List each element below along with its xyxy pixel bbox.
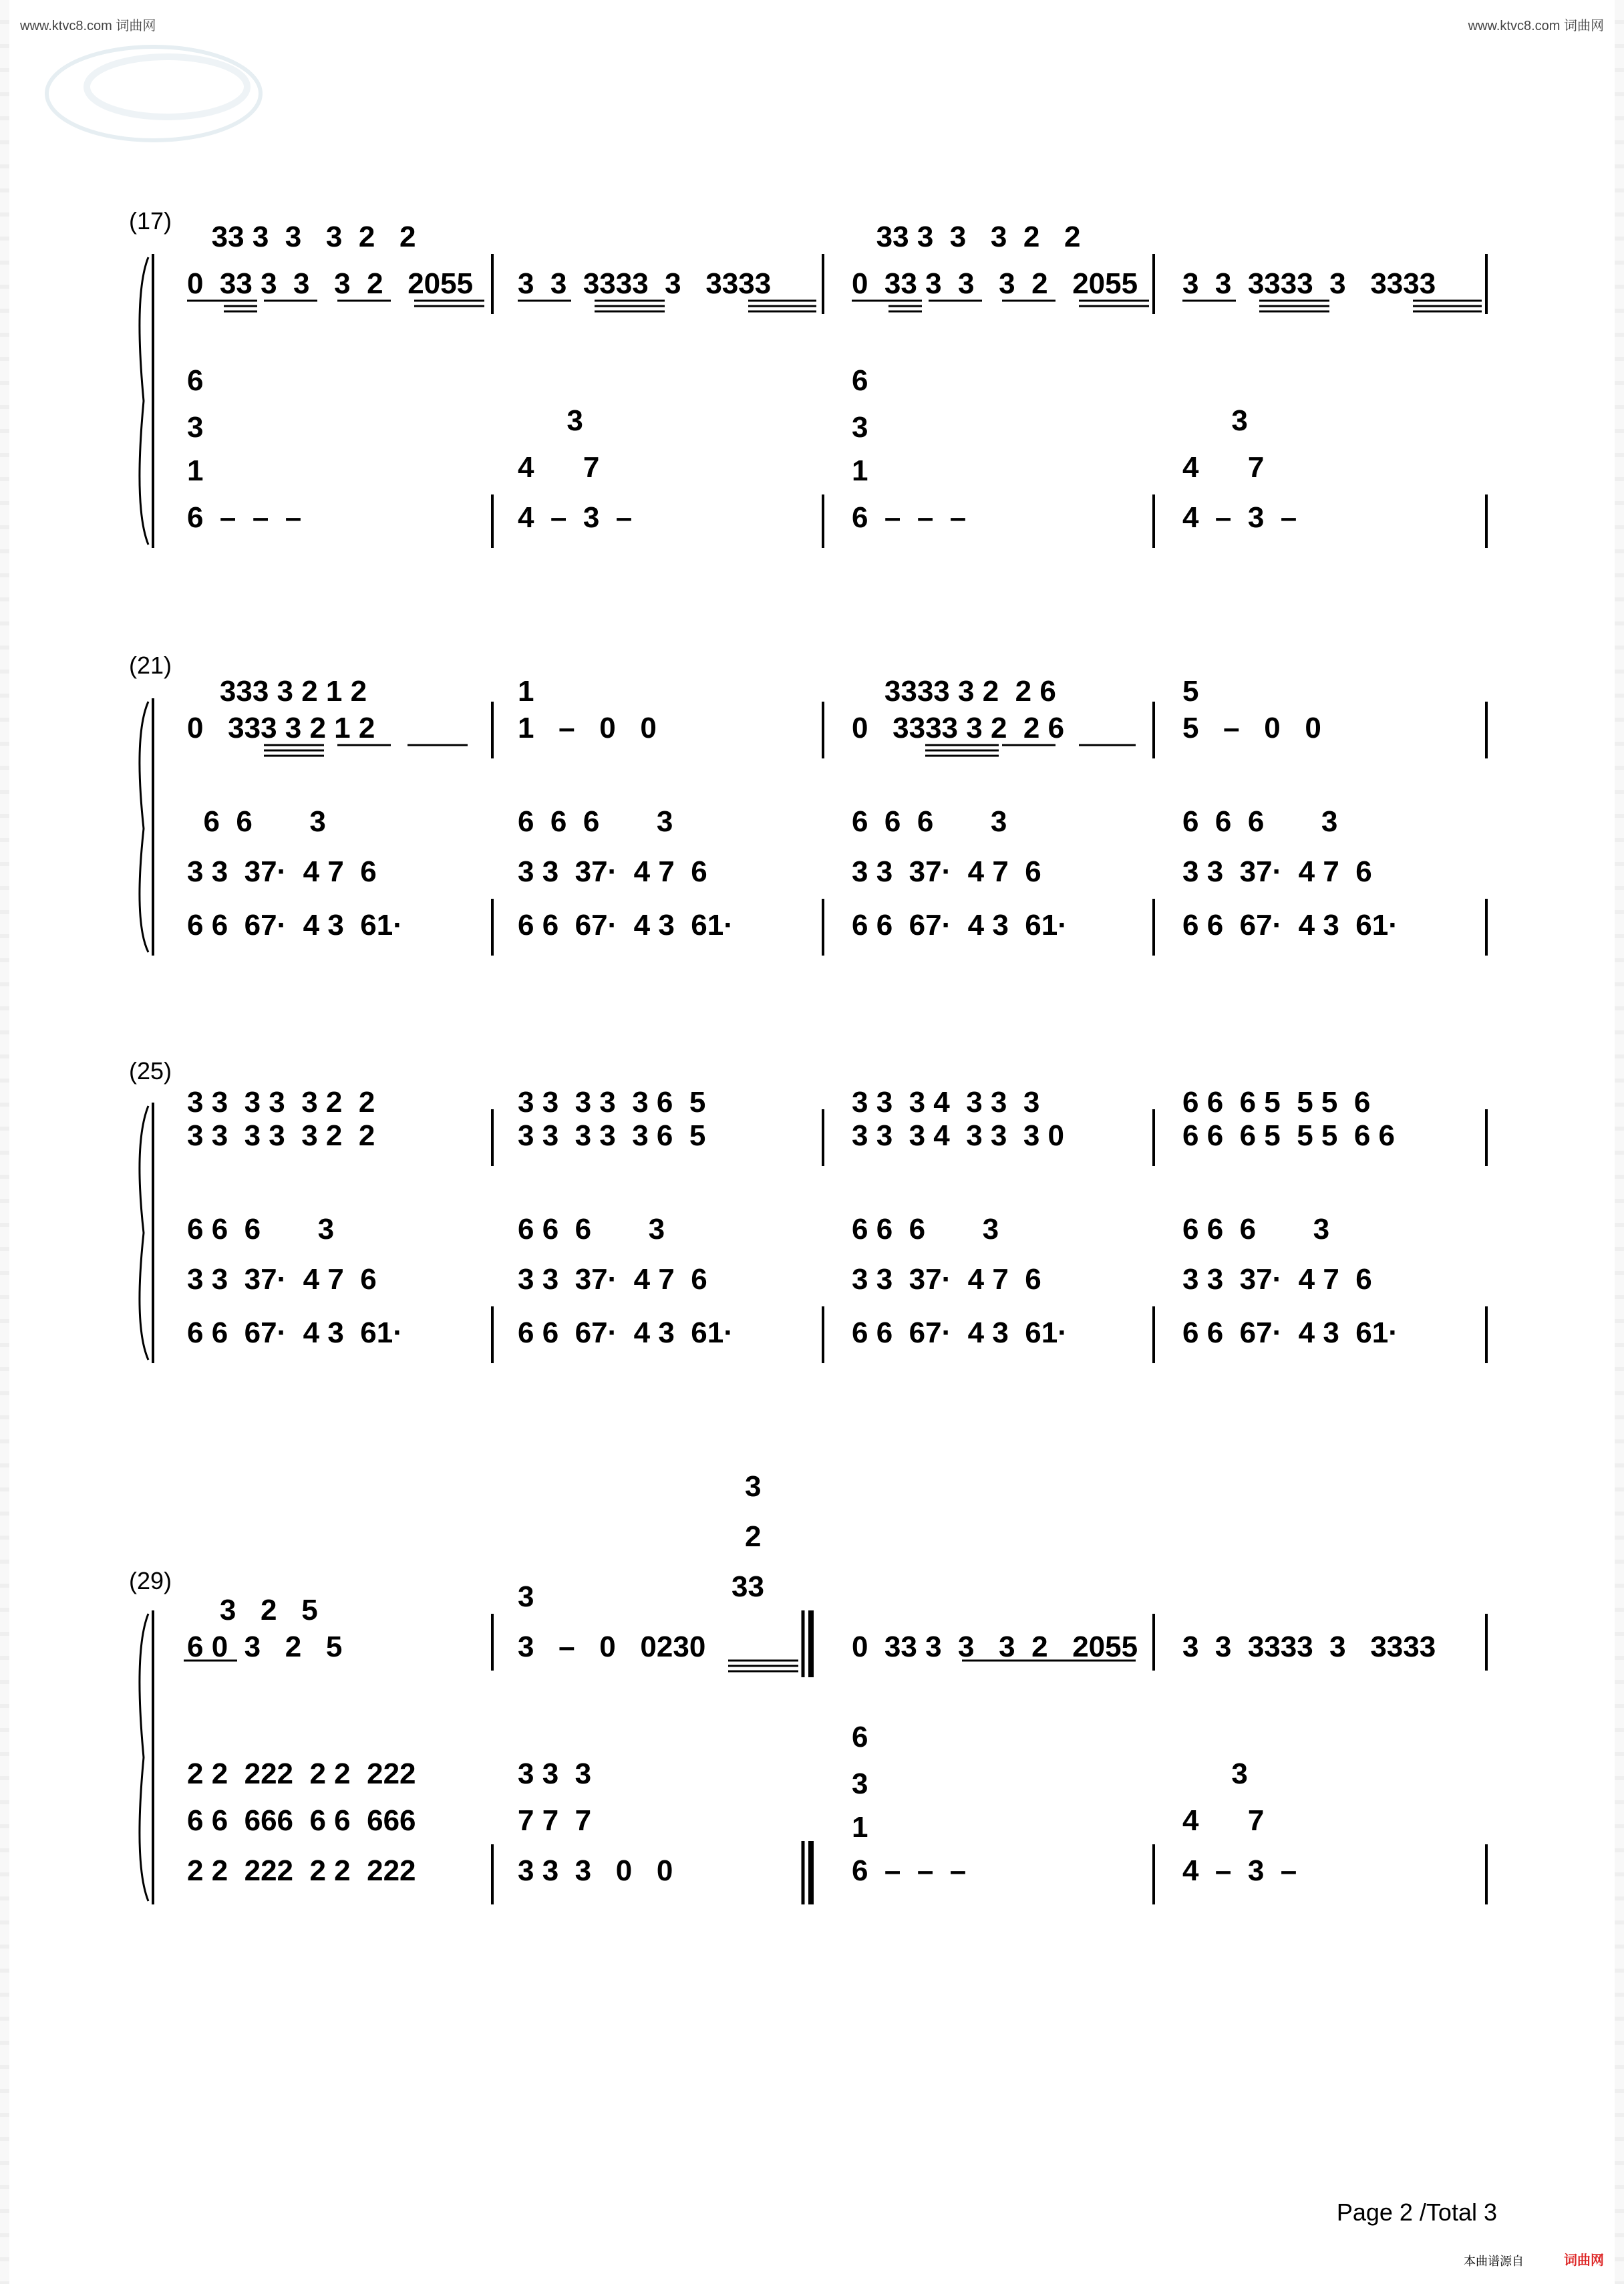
stack-top: 3 <box>745 1470 762 1503</box>
bass-top-m23: 6 6 6 3 <box>852 805 1007 838</box>
bass-top-m32: 3 <box>1182 1757 1248 1790</box>
bass-m22: 6 6 67· 4 3 61· <box>518 909 734 942</box>
bass-m28: 6 6 67· 4 3 61· <box>1182 1316 1398 1349</box>
bass-mid-m25: 3 3 37· 4 7 6 <box>187 1263 377 1296</box>
bass-top-m22: 6 6 6 3 <box>518 805 673 838</box>
bass-top-m31: 6 <box>852 1721 868 1753</box>
treble-m32: 3 3 3333 3 3333 <box>1182 1630 1436 1663</box>
treble-upper-m27: 3 3 3 4 3 3 3 <box>852 1086 1040 1119</box>
footer-brand: 词曲网 <box>1564 2253 1604 2268</box>
treble-m21: 0 333 3 2 1 2 <box>187 712 375 744</box>
treble-upper-m30: 3 <box>518 1580 534 1613</box>
measure-label-21: (21) <box>129 652 172 679</box>
bass-mid-m23: 3 3 37· 4 7 6 <box>852 855 1041 888</box>
bass-mid-m19: 3 <box>852 411 868 444</box>
bass-m25: 6 6 67· 4 3 61· <box>187 1316 403 1349</box>
bass-top-m24: 6 6 6 3 <box>1182 805 1338 838</box>
treble-m30: 3 – 0 0230 <box>518 1630 706 1663</box>
bass-m26: 6 6 67· 4 3 61· <box>518 1316 734 1349</box>
treble-m28: 6 6 6 5 5 5 6 6 <box>1182 1119 1396 1152</box>
bass-mid-m28: 3 3 37· 4 7 6 <box>1182 1263 1372 1296</box>
bass-m20: 4 – 3 – <box>1182 501 1297 534</box>
treble-upper-m29: 3 2 5 <box>187 1594 318 1626</box>
treble-upper-m22: 1 <box>518 675 534 708</box>
bass-m19: 6 – – – <box>852 501 967 534</box>
footer-source: 本曲谱源自 <box>1464 2255 1524 2268</box>
bass-m23: 6 6 67· 4 3 61· <box>852 909 1068 942</box>
treble-upper-m21: 333 3 2 1 2 <box>187 675 367 708</box>
treble-upper-m28: 6 6 6 5 5 5 6 <box>1182 1086 1371 1119</box>
bass-mid-m27: 3 3 37· 4 7 6 <box>852 1263 1041 1296</box>
measure-label-17: (17) <box>129 207 172 235</box>
bass-m18: 4 – 3 – <box>518 501 633 534</box>
bass-mid-m31: 3 <box>852 1767 868 1800</box>
bass-top-m25: 6 6 6 3 <box>187 1213 335 1246</box>
bass-mid-m26: 3 3 37· 4 7 6 <box>518 1263 707 1296</box>
header-right: www.ktvc8.com 词曲网 <box>1468 19 1604 33</box>
bass-low-m20: 4 7 <box>1182 451 1265 484</box>
treble-upper-m26: 3 3 3 3 3 6 5 <box>518 1086 706 1119</box>
bass-m21: 6 6 67· 4 3 61· <box>187 909 403 942</box>
bass-mid-m29: 6 6 666 6 6 666 <box>187 1804 416 1837</box>
bass-mid-m32: 4 7 <box>1182 1804 1265 1837</box>
bass-top-m26: 6 6 6 3 <box>518 1213 665 1246</box>
stack-mid: 2 <box>745 1520 762 1553</box>
treble-upper-m23: 3333 3 2 2 6 <box>852 675 1056 708</box>
bass-top-m28: 6 6 6 3 <box>1182 1213 1330 1246</box>
treble-m29: 6 0 3 2 5 <box>187 1630 343 1663</box>
treble-m20: 3 3 3333 3 3333 <box>1182 267 1436 300</box>
treble-m19: 0 33 3 3 3 2 2055 <box>852 267 1138 300</box>
treble-m25: 3 3 3 3 3 2 2 <box>187 1119 375 1152</box>
bass-top-m21: 6 6 3 <box>187 805 326 838</box>
measure-label-29: (29) <box>129 1567 172 1594</box>
measure-label-25: (25) <box>129 1057 172 1085</box>
bass-top-m29: 2 2 222 2 2 222 <box>187 1757 416 1790</box>
treble-m31: 0 33 3 3 3 2 2055 <box>852 1630 1138 1663</box>
bass-top-m19: 6 <box>852 364 868 397</box>
bass-low-m18: 4 7 <box>518 451 600 484</box>
treble-upper-m24: 5 <box>1182 675 1199 708</box>
bass-mid-m18: 3 <box>518 404 583 437</box>
treble-upper-m17: 33 3 3 3 2 2 <box>187 221 416 253</box>
bass-m31: 6 – – – <box>852 1854 967 1887</box>
bass-m29: 2 2 222 2 2 222 <box>187 1854 416 1887</box>
bass-mid-m21: 3 3 37· 4 7 6 <box>187 855 377 888</box>
treble-m24: 5 – 0 0 <box>1182 712 1321 744</box>
bass-mid-m17: 3 <box>187 411 204 444</box>
treble-m27: 3 3 3 4 3 3 3 0 <box>852 1119 1065 1152</box>
bass-m32: 4 – 3 – <box>1182 1854 1297 1887</box>
stack-low: 33 <box>732 1570 764 1603</box>
bass-mid-m20: 3 <box>1182 404 1248 437</box>
treble-m18: 3 3 3333 3 3333 <box>518 267 772 300</box>
bass-m30: 3 3 3 0 0 <box>518 1854 673 1887</box>
bass-m27: 6 6 67· 4 3 61· <box>852 1316 1068 1349</box>
bass-mid-m24: 3 3 37· 4 7 6 <box>1182 855 1372 888</box>
treble-m17: 0 33 3 3 3 2 2055 <box>187 267 474 300</box>
page-number: Page 2 /Total 3 <box>1336 2198 1497 2226</box>
treble-m26: 3 3 3 3 3 6 5 <box>518 1119 706 1152</box>
bass-m17: 6 – – – <box>187 501 302 534</box>
bass-mid-m30: 7 7 7 <box>518 1804 592 1837</box>
treble-upper-m19: 33 3 3 3 2 2 <box>852 221 1081 253</box>
treble-m22: 1 – 0 0 <box>518 712 657 744</box>
bass-top-m17: 6 <box>187 364 204 397</box>
bass-low-m17: 1 <box>187 454 204 487</box>
bass-top-m27: 6 6 6 3 <box>852 1213 999 1246</box>
bass-m24: 6 6 67· 4 3 61· <box>1182 909 1398 942</box>
upper-extra-m31: 1 <box>852 1811 868 1844</box>
header-left: www.ktvc8.com 词曲网 <box>20 19 156 33</box>
bass-low-m19: 1 <box>852 454 868 487</box>
bass-mid-m22: 3 3 37· 4 7 6 <box>518 855 707 888</box>
bass-top-m30: 3 3 3 <box>518 1757 592 1790</box>
treble-m23: 0 3333 3 2 2 6 <box>852 712 1065 744</box>
treble-upper-m25: 3 3 3 3 3 2 2 <box>187 1086 375 1119</box>
